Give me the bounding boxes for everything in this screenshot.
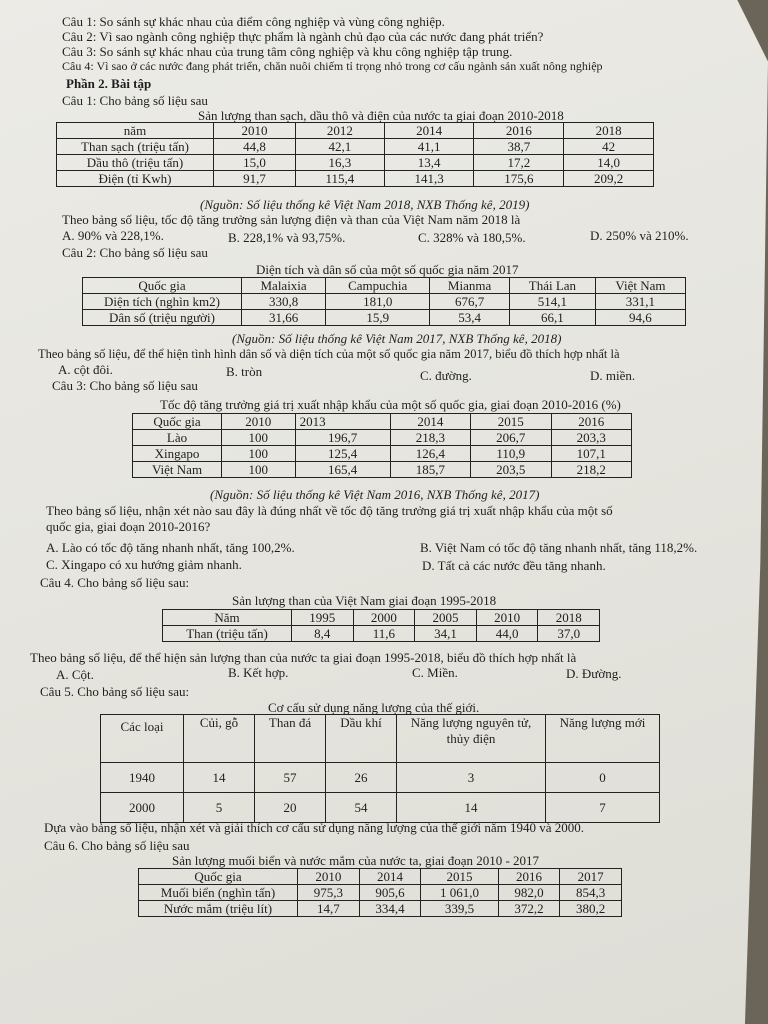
table-row xyxy=(133,462,632,478)
table-cell: 2015 xyxy=(421,869,498,885)
table-row xyxy=(163,626,600,642)
table-cell: Diện tích (nghìn km2) xyxy=(83,294,242,310)
table-cell: Than sạch (triệu tấn) xyxy=(57,139,214,155)
table-row xyxy=(101,793,660,823)
part2-title: Phần 2. Bài tập xyxy=(66,76,152,91)
table-cell: 2016 xyxy=(498,869,560,885)
table-cell: 41,1 xyxy=(384,139,474,155)
table-cell: 2015 xyxy=(471,414,551,430)
table-cell: 34,1 xyxy=(415,626,477,642)
table-cell: 8,4 xyxy=(292,626,354,642)
table-cell: 3 xyxy=(397,763,546,793)
q4-question: Theo bảng số liệu, để thể hiện sản lượng than của nước ta giai đoạn 1995-2018, biểu đồ thích hợp nhất là xyxy=(30,650,577,665)
table-cell: 975,3 xyxy=(298,885,360,901)
table-row xyxy=(163,610,600,626)
q4-option-b[interactable]: B. Kết hợp. xyxy=(228,665,289,680)
table-row xyxy=(139,901,622,917)
q1-option-b[interactable]: B. 228,1% và 93,75%. xyxy=(228,230,346,245)
table-row xyxy=(57,171,654,187)
table-cell: 2017 xyxy=(560,869,622,885)
table-cell: Quốc gia xyxy=(139,869,298,885)
table-cell: 339,5 xyxy=(421,901,498,917)
table-cell: 115,4 xyxy=(296,171,385,187)
table-cell: 330,8 xyxy=(242,294,326,310)
table-cell: 110,9 xyxy=(471,446,551,462)
table-row xyxy=(57,123,654,139)
table-row xyxy=(101,715,660,763)
table-cell: Các loại xyxy=(101,715,184,763)
table-cell: 196,7 xyxy=(295,430,390,446)
table-cell: 905,6 xyxy=(359,885,421,901)
table-row xyxy=(57,139,654,155)
table-cell: 2018 xyxy=(564,123,654,139)
q3-question-line1: Theo bảng số liệu, nhận xét nào sau đây là đúng nhất về tốc độ tăng trưởng giá trị xuất nhập khẩu của một số xyxy=(46,503,613,518)
q3-table xyxy=(132,413,632,478)
table-cell: 44,0 xyxy=(476,626,538,642)
table-row xyxy=(83,310,686,326)
q5-table-title: Cơ cấu sử dụng năng lượng của thế giới. xyxy=(268,700,480,715)
table-cell: Mianma xyxy=(430,278,510,294)
table-cell: 206,7 xyxy=(471,430,551,446)
table-cell: 2010 xyxy=(214,123,296,139)
table-cell: 185,7 xyxy=(390,462,470,478)
table-cell: Năm xyxy=(163,610,292,626)
table-cell: 218,3 xyxy=(390,430,470,446)
table-cell: 209,2 xyxy=(564,171,654,187)
table-cell: 203,3 xyxy=(551,430,631,446)
question-2-text: Câu 2: Vì sao ngành công nghiệp thực phẩm là ngành chủ đạo của các nước đang phát triển? xyxy=(62,29,544,44)
q2-table-title: Diện tích và dân số của một số quốc gia năm 2017 xyxy=(256,262,519,277)
table-cell: Quốc gia xyxy=(83,278,242,294)
table-cell: Nước mắm (triệu lít) xyxy=(139,901,298,917)
table-cell: 26 xyxy=(326,763,397,793)
table-row xyxy=(101,763,660,793)
table-cell: Dầu thô (triệu tấn) xyxy=(57,155,214,171)
table-cell: 38,7 xyxy=(474,139,564,155)
table-cell: 37,0 xyxy=(538,626,600,642)
q1-question: Theo bảng số liệu, tốc độ tăng trưởng sản lượng điện và than của Việt Nam năm 2018 là xyxy=(62,212,521,227)
table-cell: Việt Nam xyxy=(133,462,222,478)
table-cell: Củi, gỗ xyxy=(184,715,255,763)
table-cell: 5 xyxy=(184,793,255,823)
table-cell: Dân số (triệu người) xyxy=(83,310,242,326)
table-cell: Dầu khí xyxy=(326,715,397,763)
table-cell: 31,66 xyxy=(242,310,326,326)
question-3-text: Câu 3: So sánh sự khác nhau của trung tâm công nghiệp và khu công nghiệp tập trung. xyxy=(62,44,513,59)
table-cell: 203,5 xyxy=(471,462,551,478)
table-cell: 514,1 xyxy=(509,294,595,310)
table-cell: 54 xyxy=(326,793,397,823)
table-cell: 181,0 xyxy=(326,294,430,310)
q5-table xyxy=(100,714,660,823)
table-cell: 2013 xyxy=(295,414,390,430)
q2-source: (Nguồn: Số liệu thống kê Việt Nam 2017, NXB Thống kê, 2018) xyxy=(232,331,562,346)
q2-option-c[interactable]: C. đường. xyxy=(420,368,472,383)
table-cell: 125,4 xyxy=(295,446,390,462)
q4-table xyxy=(162,609,600,642)
table-cell: 100 xyxy=(222,446,296,462)
table-cell: Năng lượng nguyên tử, thủy điện xyxy=(397,715,546,763)
q4-intro: Câu 4. Cho bảng số liệu sau: xyxy=(40,575,190,590)
table-cell: Malaixia xyxy=(242,278,326,294)
table-cell: 20 xyxy=(255,793,326,823)
table-cell: 331,1 xyxy=(595,294,685,310)
table-cell: 14 xyxy=(397,793,546,823)
table-cell: 676,7 xyxy=(430,294,510,310)
q3-table-title: Tốc độ tăng trưởng giá trị xuất nhập khẩu của một số quốc gia, giai đoạn 2010-2016 (%) xyxy=(160,397,621,412)
question-1-text: Câu 1: So sánh sự khác nhau của điểm công nghiệp và vùng công nghiệp. xyxy=(62,14,445,29)
table-cell: 218,2 xyxy=(551,462,631,478)
q1-source: (Nguồn: Số liệu thống kê Việt Nam 2018, NXB Thống kê, 2019) xyxy=(200,197,530,212)
table-cell: Than đá xyxy=(255,715,326,763)
table-row xyxy=(57,155,654,171)
table-cell: 100 xyxy=(222,462,296,478)
q1-option-c[interactable]: C. 328% và 180,5%. xyxy=(418,230,526,245)
q2-option-a[interactable]: A. cột đôi. xyxy=(58,362,113,377)
table-cell: Quốc gia xyxy=(133,414,222,430)
table-cell: 372,2 xyxy=(498,901,560,917)
table-cell: Thái Lan xyxy=(509,278,595,294)
table-cell: 94,6 xyxy=(595,310,685,326)
q3-source: (Nguồn: Số liệu thống kê Việt Nam 2016, NXB Thống kê, 2017) xyxy=(210,487,540,502)
q3-question-line2: quốc gia, giai đoạn 2010-2016? xyxy=(46,519,211,534)
table-cell: 2012 xyxy=(296,123,385,139)
table-row xyxy=(133,414,632,430)
table-row xyxy=(133,446,632,462)
table-cell: 1 061,0 xyxy=(421,885,498,901)
table-cell: Xingapo xyxy=(133,446,222,462)
q3-option-a[interactable]: A. Lào có tốc độ tăng nhanh nhất, tăng 100,2%. xyxy=(46,540,295,555)
table-cell: Lào xyxy=(133,430,222,446)
table-cell: 2000 xyxy=(101,793,184,823)
table-cell: Campuchia xyxy=(326,278,430,294)
table-row xyxy=(139,869,622,885)
table-cell: 854,3 xyxy=(560,885,622,901)
q4-option-d[interactable]: D. Đường. xyxy=(566,666,622,681)
table-cell: 14,7 xyxy=(298,901,360,917)
table-cell: 2018 xyxy=(538,610,600,626)
q4-option-a[interactable]: A. Cột. xyxy=(56,667,94,682)
table-cell: năm xyxy=(57,123,214,139)
q1-intro: Câu 1: Cho bảng số liệu sau xyxy=(62,93,208,108)
q6-table xyxy=(138,868,622,917)
table-cell: 13,4 xyxy=(384,155,474,171)
q3-option-b[interactable]: B. Việt Nam có tốc độ tăng nhanh nhất, tăng 118,2%. xyxy=(420,540,698,555)
table-cell: 57 xyxy=(255,763,326,793)
q1-table-title: Sản lượng than sạch, dầu thô và điện của nước ta giai đoạn 2010-2018 xyxy=(198,108,564,123)
q2-table xyxy=(82,277,686,326)
table-cell: 165,4 xyxy=(295,462,390,478)
table-cell: 15,0 xyxy=(214,155,296,171)
q2-option-d[interactable]: D. miền. xyxy=(590,368,636,383)
table-cell: Năng lượng mới xyxy=(546,715,660,763)
table-row xyxy=(139,885,622,901)
table-cell: 14 xyxy=(184,763,255,793)
table-cell: 2014 xyxy=(390,414,470,430)
table-cell: 2010 xyxy=(298,869,360,885)
table-cell: 2016 xyxy=(474,123,564,139)
table-row xyxy=(133,430,632,446)
table-cell: Điện (tỉ Kwh) xyxy=(57,171,214,187)
table-cell: Than (triệu tấn) xyxy=(163,626,292,642)
table-cell: 126,4 xyxy=(390,446,470,462)
q2-option-b[interactable]: B. tròn xyxy=(226,364,263,379)
q3-option-c[interactable]: C. Xingapo có xu hướng giảm nhanh. xyxy=(46,557,242,572)
question-4-text: Câu 4: Vì sao ở các nước đang phát triển, chăn nuôi chiếm tỉ trọng nhỏ trong cơ cấu ngành sản xuất nông nghiệp xyxy=(62,59,603,73)
table-cell: 17,2 xyxy=(474,155,564,171)
table-cell: 380,2 xyxy=(560,901,622,917)
q1-option-a[interactable]: A. 90% và 228,1%. xyxy=(62,228,164,243)
table-cell: 42,1 xyxy=(296,139,385,155)
q1-table xyxy=(56,122,654,187)
table-cell: 14,0 xyxy=(564,155,654,171)
table-row xyxy=(83,278,686,294)
q4-table-title: Sản lượng than của Việt Nam giai đoạn 1995-2018 xyxy=(232,593,497,608)
table-cell: 42 xyxy=(564,139,654,155)
table-cell: 15,9 xyxy=(326,310,430,326)
table-cell: Muối biển (nghìn tấn) xyxy=(139,885,298,901)
q5-question: Dựa vào bảng số liệu, nhận xét và giải thích cơ cấu sử dụng năng lượng của thế giới năm 1940 và 2000. xyxy=(44,820,584,835)
q1-option-d[interactable]: D. 250% và 210%. xyxy=(590,228,689,243)
table-cell: 141,3 xyxy=(384,171,474,187)
table-cell: 982,0 xyxy=(498,885,560,901)
table-cell: 91,7 xyxy=(214,171,296,187)
q6-table-title: Sản lượng muối biển và nước mắm của nước ta, giai đoạn 2010 - 2017 xyxy=(172,853,540,868)
table-cell: 2005 xyxy=(415,610,477,626)
table-cell: 100 xyxy=(222,430,296,446)
table-cell: 1940 xyxy=(101,763,184,793)
table-row xyxy=(83,294,686,310)
table-cell: 175,6 xyxy=(474,171,564,187)
q6-intro: Câu 6. Cho bảng số liệu sau xyxy=(44,838,190,853)
table-cell: 334,4 xyxy=(359,901,421,917)
table-cell: 11,6 xyxy=(353,626,415,642)
table-cell: 2010 xyxy=(222,414,296,430)
table-cell: 66,1 xyxy=(509,310,595,326)
table-cell: 107,1 xyxy=(551,446,631,462)
table-cell: 1995 xyxy=(292,610,354,626)
q2-question: Theo bảng số liệu, để thể hiện tình hình dân số và diện tích của một số quốc gia năm 2017, biểu đồ thích hợp nhất là xyxy=(38,347,620,361)
q3-option-d[interactable]: D. Tất cả các nước đều tăng nhanh. xyxy=(422,558,606,573)
table-cell: 44,8 xyxy=(214,139,296,155)
table-cell: 16,3 xyxy=(296,155,385,171)
q5-intro: Câu 5. Cho bảng số liệu sau: xyxy=(40,684,190,699)
table-cell: 2010 xyxy=(476,610,538,626)
table-cell: 2014 xyxy=(384,123,474,139)
q2-intro: Câu 2: Cho bảng số liệu sau xyxy=(62,245,208,260)
table-cell: 0 xyxy=(546,763,660,793)
q4-option-c[interactable]: C. Miền. xyxy=(412,665,458,680)
table-cell: 2000 xyxy=(353,610,415,626)
table-cell: 7 xyxy=(546,793,660,823)
table-cell: 2016 xyxy=(551,414,631,430)
table-cell: Việt Nam xyxy=(595,278,685,294)
table-cell: 2014 xyxy=(359,869,421,885)
q3-intro: Câu 3: Cho bảng số liệu sau xyxy=(52,378,198,393)
table-cell: 53,4 xyxy=(430,310,510,326)
